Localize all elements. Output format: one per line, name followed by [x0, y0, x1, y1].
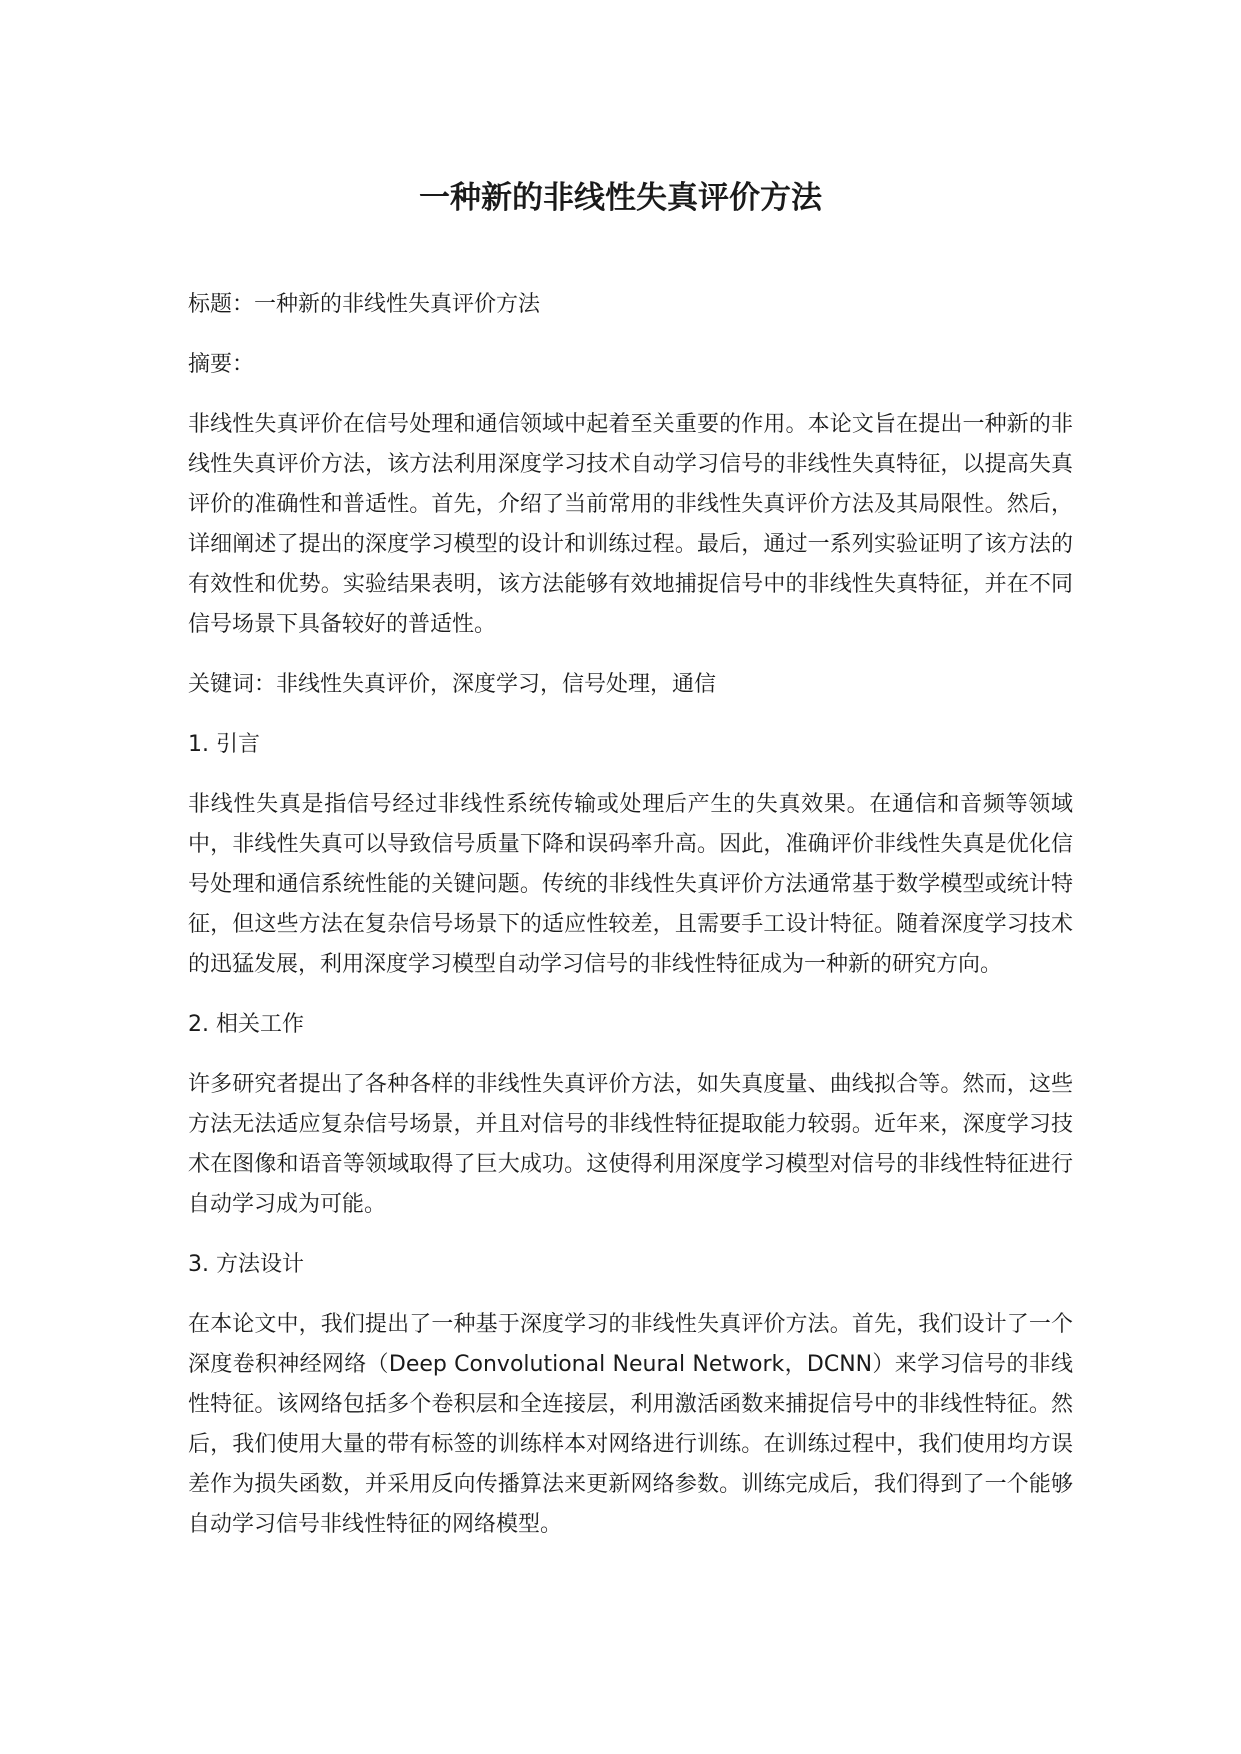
keywords-line: 关键词：非线性失真评价，深度学习，信号处理，通信: [188, 672, 717, 697]
abstract-paragraph: 非线性失真评价在信号处理和通信领域中起着至关重要的作用。本论文旨在提出一种新的非线性失真评价方法，该方法利用深度学习技术自动学习信号的非线性失真特征，以提高失真评价的准确性和普适性。首先，介绍了当前常用的非线性失真评价方法及其局限性。然后，详细阐述了提出的深度学习模型的设计和训练过程。最后，通过一系列实验证明了该方法的有效性和优势。实验结果表明，该方法能够有效地捕捉信号中的非线性失真特征，并在不同信号场景下具备较好的普适性。: [188, 412, 1073, 637]
page-title: 一种新的非线性失真评价方法: [419, 180, 822, 216]
section-paragraph-related-work: 许多研究者提出了各种各样的非线性失真评价方法，如失真度量、曲线拟合等。然而，这些方法无法适应复杂信号场景，并且对信号的非线性特征提取能力较弱。近年来，深度学习技术在图像和语音等领域取得了巨大成功。这使得利用深度学习模型对信号的非线性特征进行自动学习成为可能。: [188, 1072, 1073, 1217]
abstract-heading: 摘要：: [188, 352, 255, 377]
section-paragraph-method-design: 在本论文中，我们提出了一种基于深度学习的非线性失真评价方法。首先，我们设计了一个深度卷积神经网络（Deep Convolutional Neural Network，DCNN）来学习信号的非线性特征。该网络包括多个卷积层和全连接层，利用激活函数来捕捉信号中的非线性特征。然后，我们使用大量的带有标签的训练样本对网络进行训练。在训练过程中，我们使用均方误差作为损失函数，并采用反向传播算法来更新网络参数。训练完成后，我们得到了一个能够自动学习信号非线性特征的网络模型。: [188, 1312, 1073, 1537]
section-paragraph-introduction: 非线性失真是指信号经过非线性系统传输或处理后产生的失真效果。在通信和音频等领域中，非线性失真可以导致信号质量下降和误码率升高。因此，准确评价非线性失真是优化信号处理和通信系统性能的关键问题。传统的非线性失真评价方法通常基于数学模型或统计特征，但这些方法在复杂信号场景下的适应性较差，且需要手工设计特征。随着深度学习技术的迅猛发展，利用深度学习模型自动学习信号的非线性特征成为一种新的研究方向。: [188, 792, 1073, 977]
section-heading-introduction: 1. 引言: [188, 732, 260, 757]
document-body: [188, 285, 1073, 1565]
section-heading-related-work: 2. 相关工作: [188, 1012, 304, 1037]
title-line: 标题：一种新的非线性失真评价方法: [188, 292, 541, 317]
section-heading-method-design: 3. 方法设计: [188, 1252, 304, 1277]
